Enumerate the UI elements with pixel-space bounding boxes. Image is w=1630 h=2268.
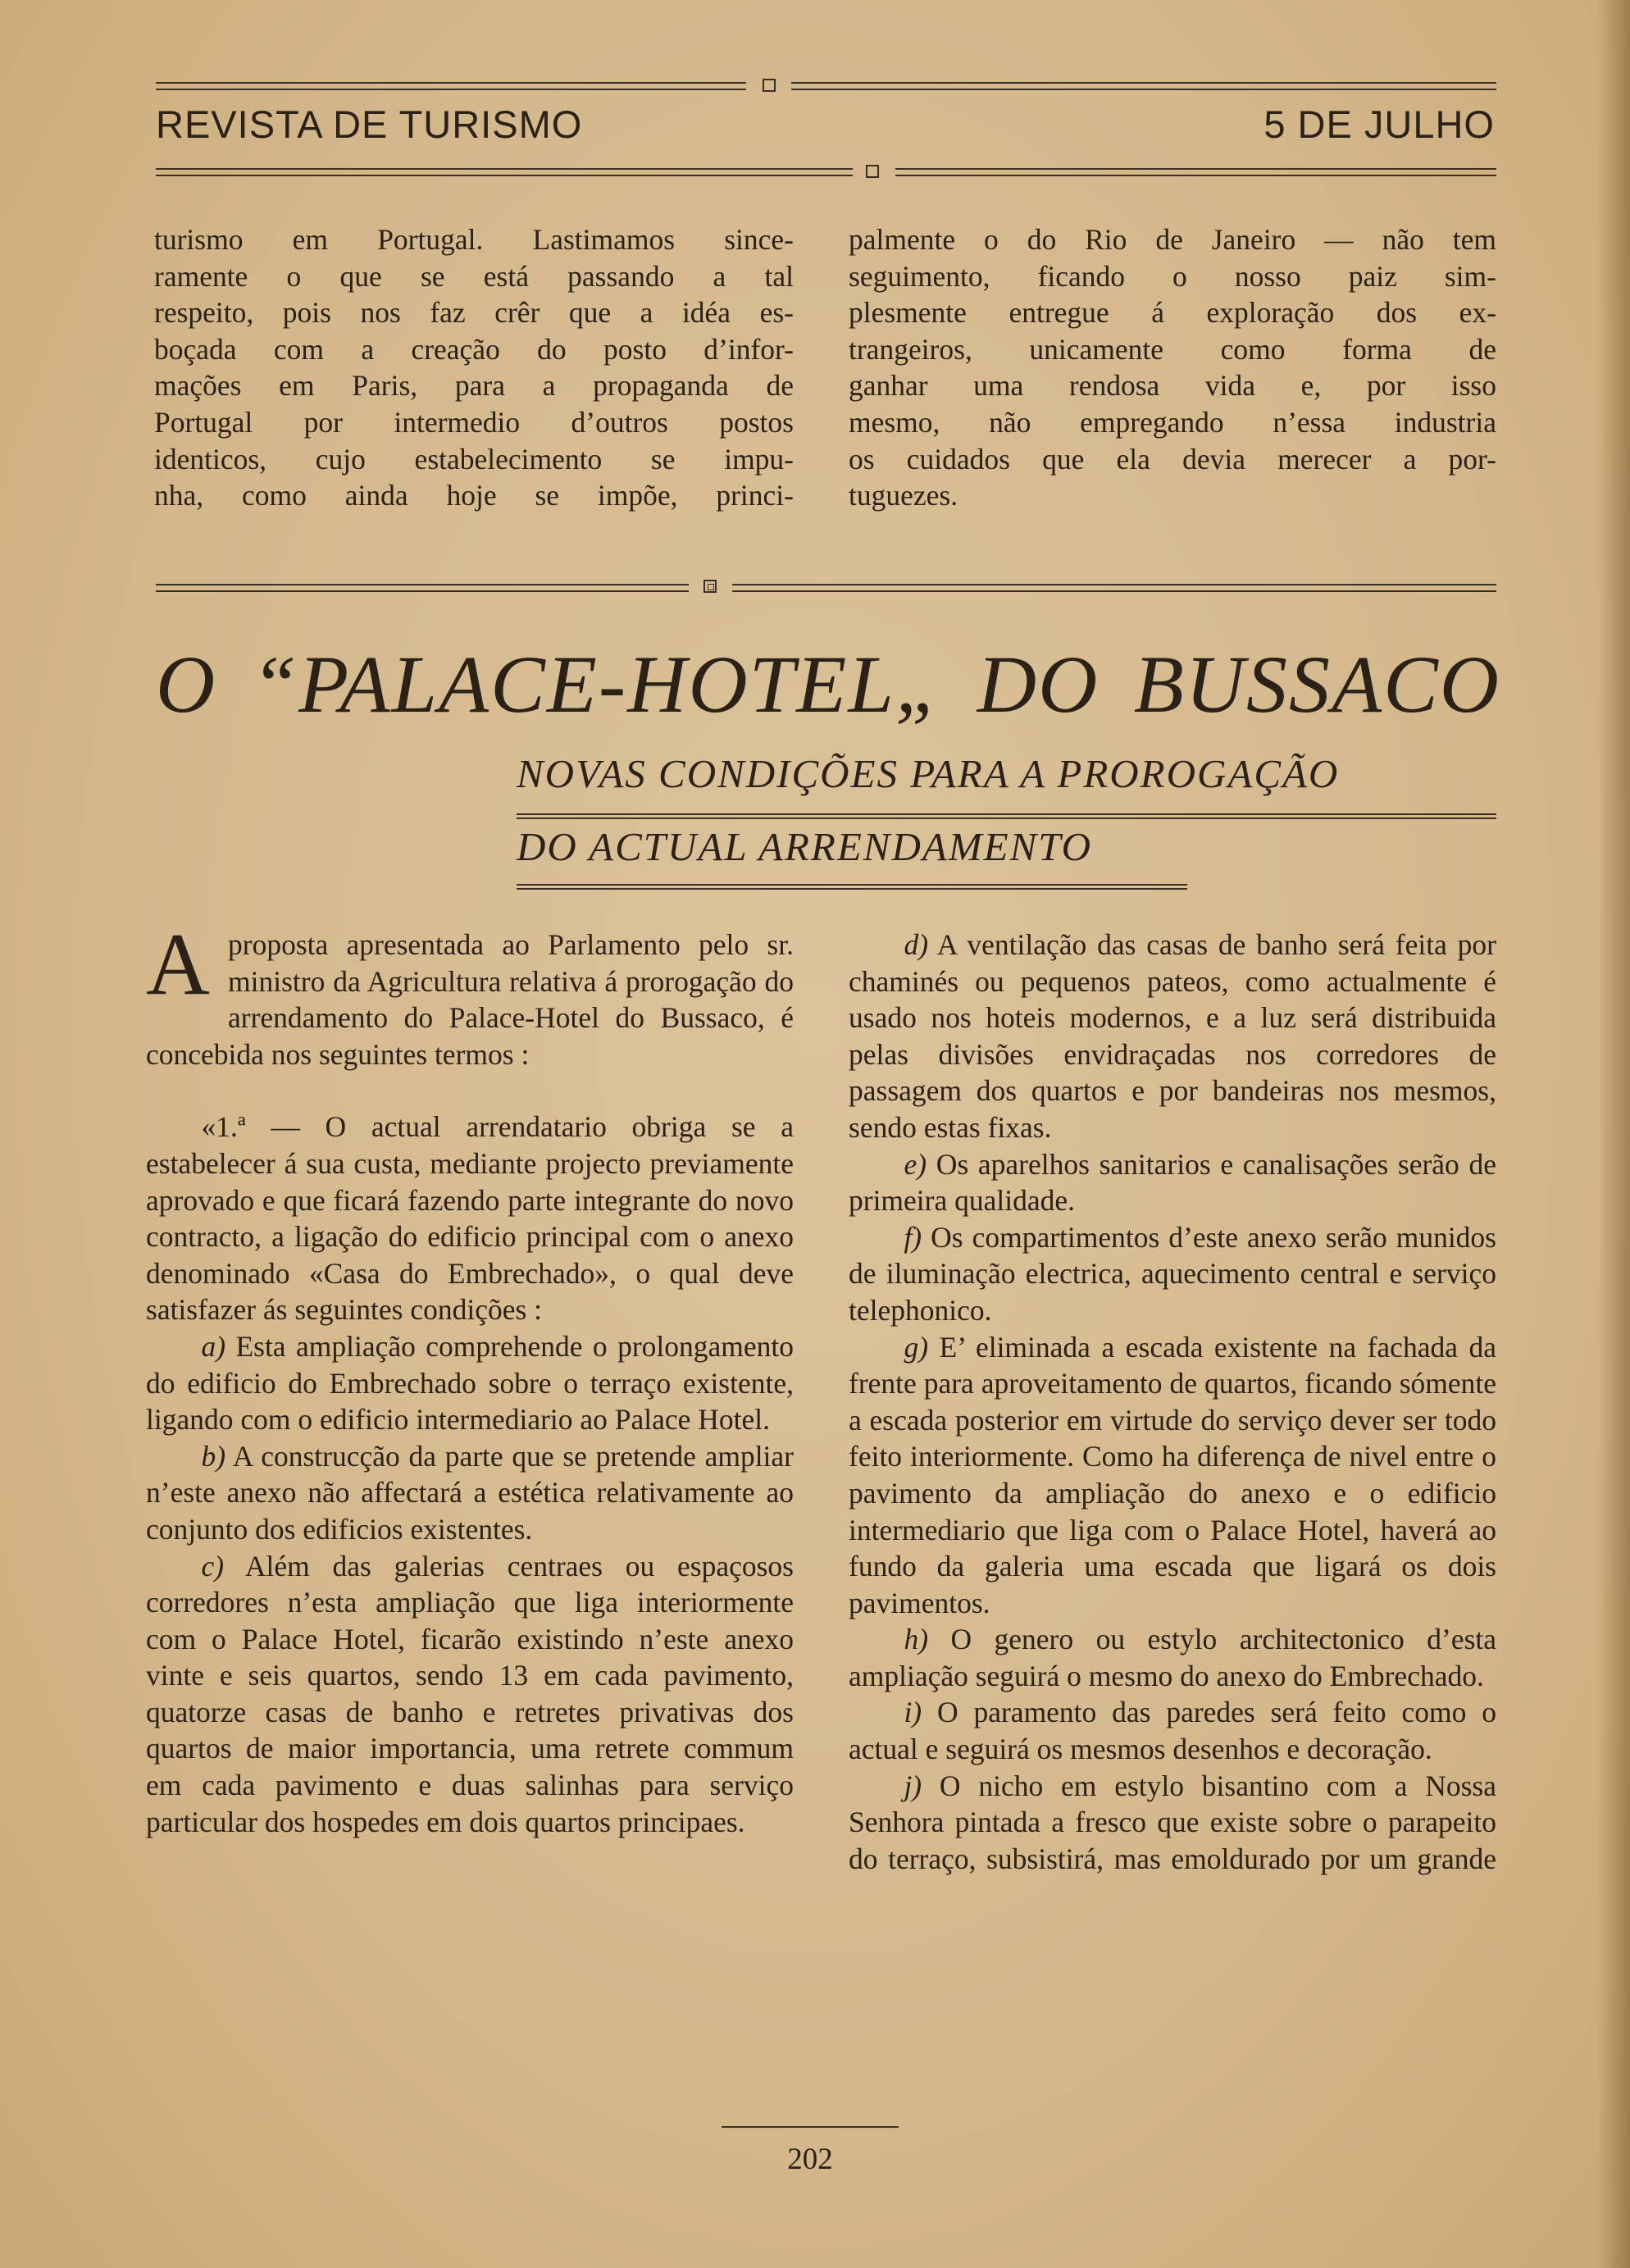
- subtitle-rule-1: [517, 813, 1496, 819]
- item-c-label: c): [201, 1549, 225, 1583]
- article-column-right: [849, 927, 1496, 1877]
- intro-paragraph: [146, 916, 794, 1073]
- item-f-text: Os compartimentos d’este anexo serão munidos de iluminação electrica, aquecimento central e serviço telephonico.: [849, 1220, 1496, 1327]
- item-e-label: e): [904, 1147, 927, 1181]
- item-d-text: A ventilação das casas de banho será feita por chaminés ou pequenos pateos, como actualmente é usado nos hoteis modernos, e a luz será distribuida pelas divisões envidraçadas nos corredores de passagem dos quartos e por bandeiras nos mesmos, sendo estas fixas.: [849, 928, 1497, 1144]
- item-c: [146, 1548, 794, 1841]
- item-h-text: O genero ou estylo architectonico d’esta ampliação seguirá o mesmo do anexo do Embrechado.: [849, 1623, 1497, 1692]
- header-bottom-rule-right: [895, 168, 1496, 176]
- article-column-left: [146, 916, 794, 1840]
- item-c-text: Além das galerias centraes ou espaçosos corredores n’esta ampliação que liga interiormente com o Palace Hotel, ficarão existindo n’este anexo vinte e seis quartos, sendo 13 em cada pavimento, quatorze casas de banho e retretes privativas dos quartos de maior importancia, uma retrete commum em cada pavimento e duas salinhas para serviço particular dos hospedes em dois quartos principaes.: [146, 1549, 794, 1838]
- header-top-ornament: [763, 79, 776, 92]
- header-bottom-ornament: [866, 165, 879, 178]
- article-subtitle-line1: NOVAS CONDIÇÕES PARA A PROROGAÇÃO: [517, 751, 1340, 796]
- text-line: os cuidados que ela devia merecer a por-: [849, 442, 1496, 476]
- text-line: mações em Paris, para a propaganda de: [154, 369, 794, 403]
- text-line: Portugal por intermedio d’outros postos: [154, 405, 794, 439]
- item-d: [849, 927, 1496, 1146]
- intro-text: proposta apresentada ao Parlamento pelo sr. ministro da Agricultura relativa á prorogação do arrendamento do Palace-Hotel do Bussaco, é concebida nos seguintes termos :: [146, 928, 794, 1071]
- item-a-text: Esta ampliação comprehende o prolongamento do edificio do Embrechado sobre o terraço existente, ligando com o edificio intermediario ao Palace Hotel.: [146, 1329, 794, 1437]
- text-line: turismo em Portugal. Lastimamos since-: [154, 223, 794, 256]
- text-line: ramente o que se está passando a tal: [154, 259, 794, 293]
- item-b-text: A construcção da parte que se pretende ampliar n’este anexo não affectará a estética relativamente ao conjunto dos edificios existentes.: [146, 1439, 794, 1546]
- drop-cap: A: [146, 916, 210, 1013]
- continued-text-left: [154, 221, 794, 514]
- text-line: plesmente entregue á exploração dos ex-: [849, 296, 1496, 330]
- item-j-text: O nicho em estylo bisantino com a Nossa Senhora pintada a fresco que existe sobre o parapeito do terraço, subsistirá, mas emoldurado por um grande: [849, 1769, 1496, 1875]
- text-line: identicos, cujo estabelecimento se impu-: [154, 442, 794, 476]
- page-edge-shadow: [1597, 0, 1630, 2268]
- text-line: boçada com a creação do posto d’infor-: [154, 332, 794, 366]
- text-line: palmente o do Rio de Janeiro — não tem: [849, 223, 1496, 256]
- section-ornament: [703, 580, 717, 593]
- item-e-text: Os aparelhos sanitarios e canalisações serão de primeira qualidade.: [849, 1147, 1496, 1218]
- section-rule-left: [156, 584, 689, 592]
- item-f: [849, 1219, 1496, 1329]
- running-head-title: REVISTA DE TURISMO: [156, 102, 583, 146]
- item-b-label: b): [201, 1439, 226, 1473]
- item-a-label: a): [201, 1329, 226, 1363]
- continued-text-right: [849, 221, 1496, 514]
- running-head-date: 5 DE JULHO: [1263, 102, 1495, 146]
- header-bottom-rule-left: [156, 168, 853, 176]
- text-line: mesmo, não empregando n’essa industria: [849, 405, 1496, 439]
- header-top-rule-left: [156, 82, 746, 90]
- article-title: O “PALACE-HOTEL„ DO BUSSACO: [156, 639, 1500, 730]
- item-b: [146, 1438, 794, 1548]
- text-line: ganhar uma rendosa vida e, por isso: [849, 369, 1496, 403]
- item-a: [146, 1328, 794, 1438]
- footer-rule: [722, 2126, 899, 2128]
- item-g: [849, 1329, 1496, 1622]
- item-g-text: E’ eliminada a escada existente na fachada da frente para aproveitamento de quartos, ficando sómente a escada posterior em virtude do serviço dever ser todo feito interiormente. Como ha diferença de nivel entre o pavimento da ampliação do anexo e o edificio intermediario que liga com o Palace Hotel, haverá ao fundo da galeria uma escada que ligará os dois pavimentos.: [849, 1330, 1496, 1619]
- section-rule-right: [732, 584, 1496, 592]
- text-line: seguimento, ficando o nosso paiz sim-: [849, 259, 1496, 293]
- item-j: [849, 1768, 1496, 1878]
- item-j-label: j): [904, 1769, 922, 1802]
- item-d-label: d): [904, 928, 929, 961]
- clause-1-paragraph: «1.ª — O actual arrendatario obriga se a estabelecer á sua custa, mediante projecto previamente aprovado e que ficará fazendo parte integrante do novo contracto, a ligação do edificio principal com o anexo denominado «Casa do Embrechado», o qual deve satisfazer ás seguintes condições :: [146, 1110, 794, 1327]
- article-subtitle-line2: DO ACTUAL ARRENDAMENTO: [517, 824, 1092, 869]
- text-line: nha, como ainda hoje se impõe, princi-: [154, 479, 794, 512]
- item-g-label: g): [904, 1330, 929, 1364]
- text-line: tuguezes.: [849, 479, 958, 512]
- subtitle-rule-2: [517, 884, 1187, 890]
- item-e: [849, 1146, 1496, 1219]
- item-i-text: O paramento das paredes será feito como o actual e seguirá os mesmos desenhos e decoração.: [849, 1696, 1496, 1766]
- header-top-rule-right: [791, 82, 1496, 90]
- item-i: [849, 1694, 1496, 1767]
- text-line: respeito, pois nos faz crêr que a idéa es-: [154, 296, 794, 330]
- page-number: 202: [787, 2143, 833, 2176]
- text-line: trangeiros, unicamente como forma de: [849, 332, 1496, 366]
- item-h: [849, 1621, 1496, 1694]
- item-h-label: h): [904, 1623, 929, 1656]
- item-f-label: f): [904, 1220, 922, 1254]
- item-i-label: i): [904, 1696, 922, 1729]
